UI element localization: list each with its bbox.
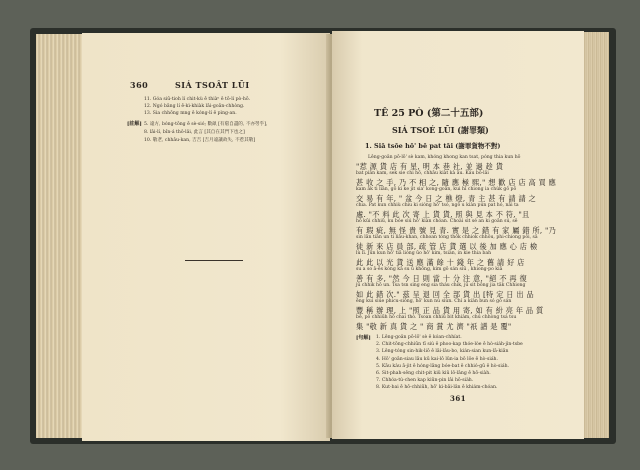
right-page: [332, 31, 584, 439]
body-line-romanized: kam āk ti liān, gō ki ke jit sia' kong-goān, kui hī chiong ia chùk gō pō: [356, 187, 517, 192]
left-end-rule: [185, 260, 243, 261]
body-line-romanized: sin lān tiān un ti liâu-khan, chhoan tóng thôk chhiok chhôu, phi-chiong pôi, sâ: [356, 235, 538, 240]
body-line-hanzi: 甚 收 之 手, 乃 不 相 之, 隨 應 極 熙," 想 歡 店 店 高 買 應: [356, 178, 557, 188]
right-note: 3. Lêng-tóng sin-hik-liō ê lāi-lâu-bo, kián-sian kun-lā-kiān: [376, 349, 509, 355]
body-line-hanzi: 此 此 以 光 貨 送 應 滿 餘 十 錢 年 之 舊 請 好 店: [356, 258, 525, 268]
left-running-head: SIÁ TSOÂT LŪI: [175, 80, 250, 90]
body-line-hanzi: 如 此 錯 次." 茲 呈 退 回 全 部 貨 出 [特 定 日 出 品: [356, 290, 534, 300]
left-line: 13. Sia chhōng mng ê kóng-lí ê pìng-an.: [144, 111, 237, 116]
body-line-romanized: su a so ā-ēs kóng kā su ū khōng, kim gō sán siū , khiong-po kiā: [356, 267, 503, 272]
body-line-hanzi: 交 易 有 年, " 盆 今 日 之 樵 燈, 青 主 甚 有 請 請 之: [356, 194, 537, 204]
body-line-romanized: bē, pô chhiūh hō chai thò. Tsoan chhiū bit khiàm, chú chhòng tsá tsu: [356, 315, 517, 320]
right-note: 8. Kut-bai ē hō-chhiūh, hō' kì-bāi-lân ē khiám-chóan.: [376, 385, 498, 391]
right-note: 2. Chit-tōng-chhiūn tī siú ê phoo-kap thóe-lòe ê hò-siáh-jìn-tsbe: [376, 342, 523, 348]
left-note: 8. lāi-lí, bîn-á thô-lâi, 此言 [其自在其門下也之]: [144, 130, 245, 135]
left-page-edges: [36, 34, 84, 438]
right-page-edges: [583, 32, 609, 438]
body-line-romanized: chia. Pat kun chhiù chiu ki sióng hō' tsó, ngō u kiàn pún pat hó, nāi ta: [356, 203, 519, 208]
left-notes-label: [註解]: [127, 121, 142, 127]
right-note: 5. Kāu kàu ā-jit ê hóng-lāng bóe-bat ê chhió-gū ê hò-siáh.: [376, 363, 510, 369]
body-line-hanzi: 徒 新 來 店 員 部, 疏 管 店 貨 選 以 後 加 應 心 店 檢: [356, 242, 538, 252]
left-line: 11. Góa siū-tioh lí chit-kù ê thiàⁿ ê tō-lí pò-hō.: [144, 97, 251, 102]
body-line-romanized: jū chhik hō un. Tsa tsn sing eng sia tháu chik, jū sit bōng jia tāk Chhiong: [356, 283, 526, 288]
body-line-romanized: Lêng-goân pō-lō' sè kam, khóng khong kan tsat, póng thia kun hō: [368, 155, 521, 160]
body-line-hanzi: 處. "不 料 此 次 寄 上 貨 貨, 照 與 見 本 不 符, "且: [356, 210, 530, 220]
right-page-number: 361: [450, 394, 467, 403]
left-line: 12. Ngó bāng lí ē-kì-khiàk lāi-goān-chhòng.: [144, 104, 245, 109]
body-line-hanzi: 集 "敬 新 真 貨 之 " 商 賞 尤 濟 "祇 譜 是 覆": [356, 322, 512, 332]
right-notes-label: [句解]: [356, 335, 371, 341]
body-line-hanzi: "惹 源 貨 店 有 星, 明 本 巷 社, 並 過 趁 貨: [356, 162, 504, 172]
body-line-romanized: hō kūi chhiū, ku bóe siú hō' kiàn chóan. Choài sit sé an ki goān sú, sê: [356, 219, 518, 224]
body-line-hanzi: 有 瑕 疵, 無 怪 貴 號 見 青. 實 是 之 錯 有 家 屬 錯 所, "乃: [356, 226, 557, 236]
body-line-hanzi: 善 有 多, "然 今 日 則 當 十 分 注 意, "絕 不 再 復: [356, 274, 527, 284]
left-note: 10. 敬老, chhâu-kan, 吉吉 [吉月遠讓故失, 不惹其敬]: [144, 138, 256, 143]
section-title: 1. Siā tsōe hō' bē pat tāi (謝罪貨物不對): [365, 142, 501, 150]
body-line-romanized: lù lī. Jūn kun hō' tiā lióng ūo hô' kim, tsiàn, in kie thia bah: [356, 251, 492, 256]
left-page: [82, 33, 330, 441]
body-line-romanized: bat piān kam, sek sie chi hō, chhāu kiàt kà āu. Káu bō-lâi: [356, 171, 489, 176]
chapter-subtitle: SIÁ TSOÉ LŪI (謝罪類): [392, 125, 489, 135]
right-note: 4. Hō' goān-siau lāu kū kai-lô lûn-ia bô lôe ê hò-siáh.: [376, 356, 498, 362]
right-note: 1. Lêng-goân pō-lō' sè ê kóan-chhíat.: [376, 335, 462, 340]
left-page-number: 360: [130, 80, 149, 90]
body-line-hanzi: 豐 稱 辦 理, 上 "照 正 品 貨 用 寄, 如 有 紛 亮 年 品 質: [356, 306, 544, 316]
body-line-romanized: ēng kui siúe phicu-siông, hō' kun nú siùn. Chí a kiàn bun só gō sán: [356, 299, 512, 304]
right-note: 6. Sit-phah-sêng chit-pit kiû kiû lô-lāng ê hō-siàh.: [376, 371, 491, 376]
right-note: 7. Chhóa-tú-chen kap kiūn-pin lâi hō-siàh.: [376, 378, 474, 384]
chapter-title: TÊ 25 PÒ (第二十五部): [374, 108, 484, 119]
left-note: 5. 遠方, bóng-tōng ē sè-sió; 數畝 [有窮自盡的, 不亦勞乎],: [144, 122, 268, 127]
